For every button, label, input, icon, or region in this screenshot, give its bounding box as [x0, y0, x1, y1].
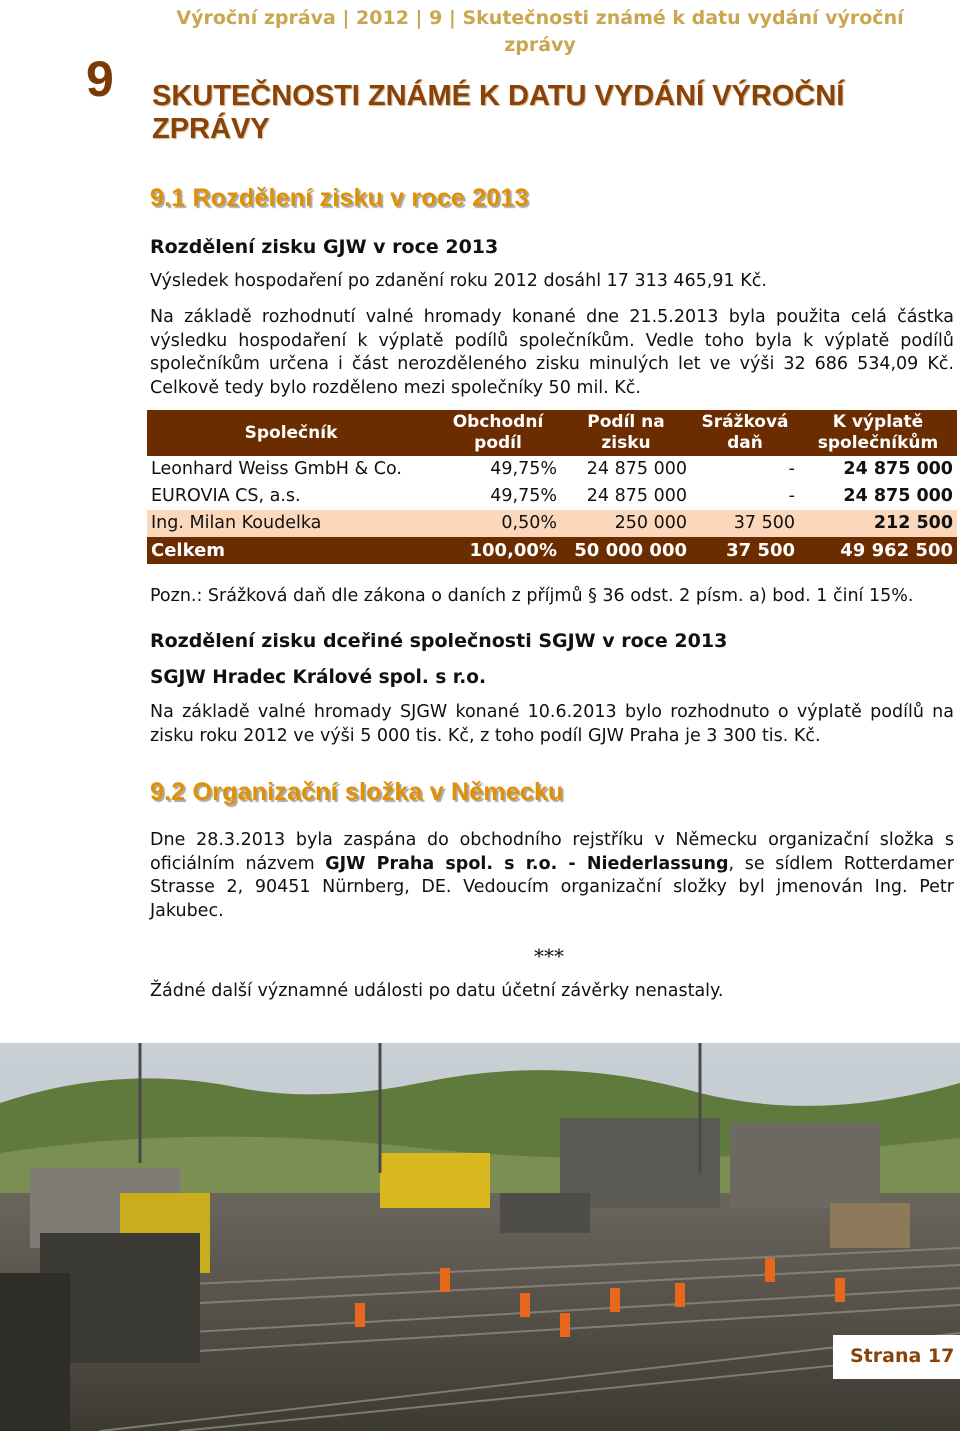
cell-total-share: 100,00%	[435, 537, 561, 564]
subheading-sgjw-company: SGJW Hradec Králové spol. s r.o.	[150, 667, 487, 688]
chapter-number: 9	[86, 51, 114, 107]
cell-share: 49,75%	[435, 483, 561, 510]
subheading-gjw: Rozdělení zisku GJW v roce 2013	[150, 236, 499, 258]
cell-tax: -	[691, 483, 799, 510]
cell-payout: 24 875 000	[799, 456, 957, 483]
cell-partner: EUROVIA CS, a.s.	[147, 483, 435, 510]
cell-partner: Ing. Milan Koudelka	[147, 510, 435, 537]
cell-profit: 24 875 000	[561, 456, 691, 483]
cell-tax: -	[691, 456, 799, 483]
table-header-row	[147, 410, 957, 456]
branch-text-a: Dne 28.3.2013 byla zaspána do obchodního rejstříku v Německu organizační složka s oficiálním názvem	[150, 830, 954, 874]
railway-construction-photo	[0, 1043, 960, 1431]
cell-payout: 24 875 000	[799, 483, 957, 510]
col-header-profit: Podíl na zisku	[561, 410, 691, 456]
cell-profit: 250 000	[561, 510, 691, 537]
cell-partner: Leonhard Weiss GmbH & Co.	[147, 456, 435, 483]
cell-share: 49,75%	[435, 456, 561, 483]
cell-total-profit: 50 000 000	[561, 537, 691, 564]
col-header-share: Obchodní podíl	[435, 410, 561, 456]
branch-name: GJW Praha spol. s r.o. - Niederlassung	[325, 853, 729, 874]
closing-statement: Žádné další významné události po datu účetní závěrky nenastaly.	[150, 981, 724, 1001]
page-number: Strana 17	[850, 1345, 955, 1367]
section-title-9-2: 9.2 Organizační složka v Německu	[150, 778, 564, 806]
table-row	[147, 510, 957, 537]
cell-payout: 212 500	[799, 510, 957, 537]
cell-share: 0,50%	[435, 510, 561, 537]
paragraph-distribution: Na základě rozhodnutí valné hromady konané dne 21.5.2013 byla použita celá částka výsledku hospodaření k výplatě podílů společníkům. Vedle toho byla k výplatě podílů společníkům určena i část nerozděleného zisku minulých let ve výši 32 686 534,09 Kč. Celkově tedy bylo rozděleno mezi společníky 50 mil. Kč.	[150, 307, 954, 398]
cell-profit: 24 875 000	[561, 483, 691, 510]
col-header-tax: Srážková daň	[691, 410, 799, 456]
chapter-title: SKUTEČNOSTI ZNÁMÉ K DATU VYDÁNÍ VÝROČNÍ ZPRÁVY	[152, 80, 845, 145]
cell-total-payout: 49 962 500	[799, 537, 957, 564]
section-title-9-1: 9.1 Rozdělení zisku v roce 2013	[150, 184, 529, 212]
table-total-row	[147, 537, 957, 564]
table-row	[147, 456, 957, 483]
subheading-sgjw: Rozdělení zisku dceřiné společnosti SGJW v roce 2013	[150, 630, 728, 652]
col-header-partner: Společník	[147, 410, 435, 456]
tax-note: Pozn.: Srážková daň dle zákona o daních z příjmů § 36 odst. 2 písm. a) bod. 1 činí 15%.	[150, 586, 914, 606]
cell-total-tax: 37 500	[691, 537, 799, 564]
separator-stars: ***	[534, 944, 564, 968]
table-row	[147, 483, 957, 510]
paragraph-branch	[150, 829, 954, 923]
branch-text-b: , se sídlem Rotterdamer Strasse 2, 90451 Nürnberg, DE. Vedoucím organizační složky byl jmenován Ing. Petr Jakubec.	[150, 853, 954, 921]
paragraph-result: Výsledek hospodaření po zdanění roku 2012 dosáhl 17 313 465,91 Kč.	[150, 271, 767, 291]
col-header-payout: K výplatě společníkům	[799, 410, 957, 456]
cell-total-label: Celkem	[147, 537, 435, 564]
profit-split-table	[147, 410, 957, 564]
cell-tax: 37 500	[691, 510, 799, 537]
paragraph-sgjw: Na základě valné hromady SJGW konané 10.6.2013 bylo rozhodnuto o výplatě podílů na zisku roku 2012 ve výši 5 000 tis. Kč, z toho podíl GJW Praha je 3 300 tis. Kč.	[150, 702, 954, 746]
running-header: Výroční zpráva | 2012 | 9 | Skutečnosti známé k datu vydání výroční zprávy	[176, 7, 904, 56]
